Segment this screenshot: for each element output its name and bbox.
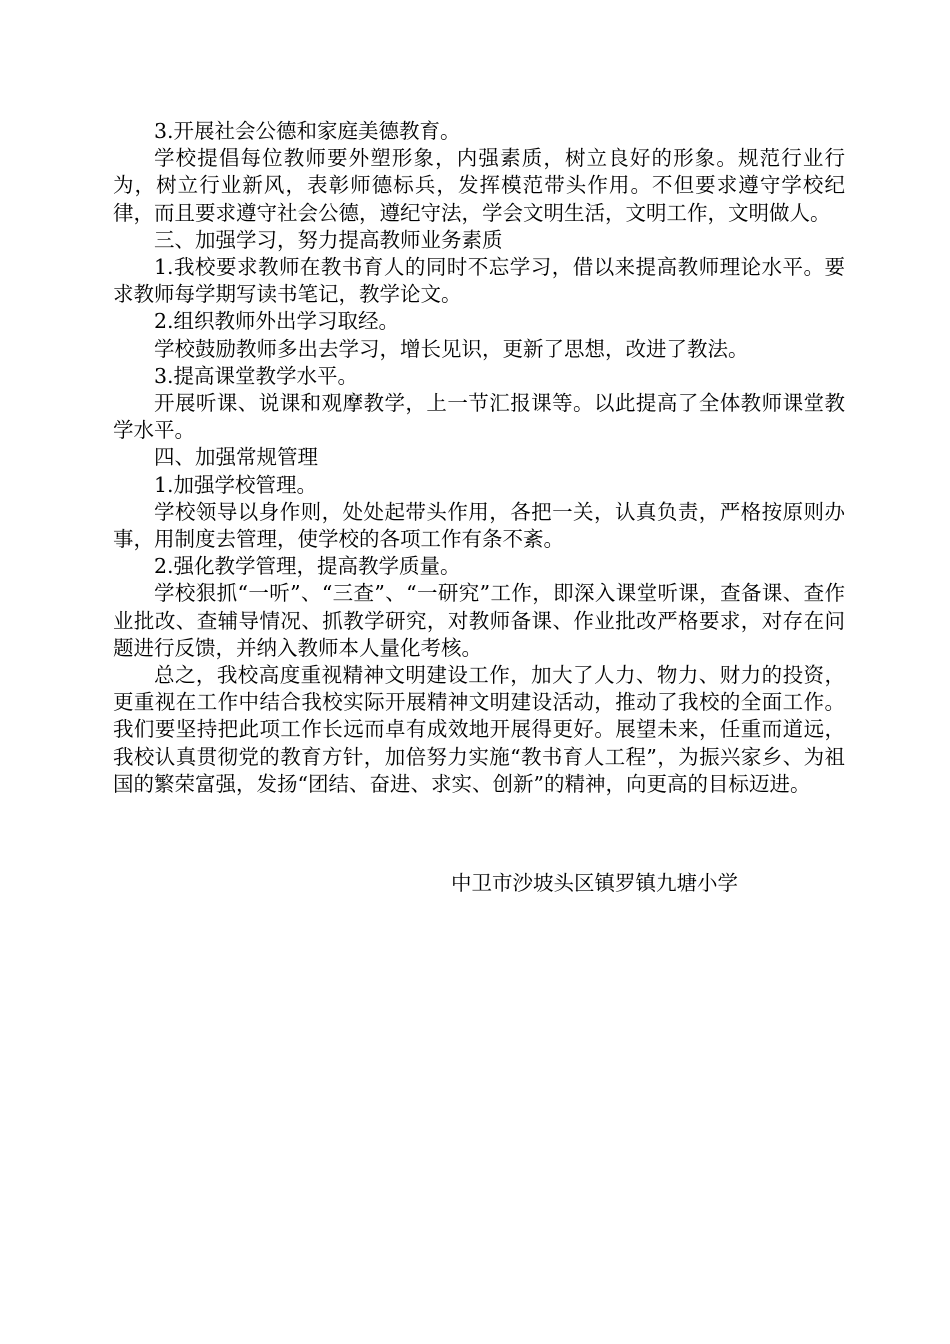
paragraph-11: 学校领导以身作则，处处起带头作用，各把一关，认真负责，严格按原则办事，用制度去管理，使学校的各项工作有条不紊。	[113, 499, 845, 552]
school-signature: 中卫市沙坡头区镇罗镇九塘小学	[451, 871, 738, 895]
section-heading-4: 四、加强常规管理	[154, 445, 318, 470]
paragraph-7: 3.提高课堂教学水平。	[154, 363, 359, 388]
paragraph-13: 学校狠抓“一听”、“三查”、“一研究”工作，即深入课堂听课，查备课、查作业批改、查辅导情况、抓教学研究，对教师备课、作业批改严格要求，对存在问题进行反馈，并纳入教师本人量化考核。	[113, 581, 845, 660]
paragraph-conclusion: 总之，我校高度重视精神文明建设工作，加大了人力、物力、财力的投资，更重视在工作中结合我校实际开展精神文明建设活动，推动了我校的全面工作。我们要坚持把此项工作长远而卓有成效地开展得更好。展望未来，任重而道远，我校认真贯彻党的教育方针，加倍努力实施“教书育人工程”，为振兴家乡、为祖国的繁荣富强，发扬“团结、奋进、求实、创新”的精神，向更高的目标迈进。	[113, 663, 845, 796]
document-body	[113, 118, 845, 798]
paragraph-12: 2.强化教学管理，提高教学质量。	[154, 554, 461, 579]
paragraph-1: 3.开展社会公德和家庭美德教育。	[154, 119, 461, 143]
paragraph-6: 学校鼓励教师多出去学习，增长见识，更新了思想，改进了教法。	[154, 336, 749, 361]
paragraph-5: 2.组织教师外出学习取经。	[154, 309, 400, 334]
paragraph-4: 1.我校要求教师在教书育人的同时不忘学习，借以来提高教师理论水平。要求教师每学期写读书笔记，教学论文。	[113, 255, 845, 307]
paragraph-8: 开展听课、说课和观摩教学，上一节汇报课等。以此提高了全体教师课堂教学水平。	[113, 391, 845, 443]
paragraph-10: 1.加强学校管理。	[154, 472, 318, 497]
section-heading-3: 三、加强学习，努力提高教师业务素质	[154, 227, 503, 252]
paragraph-2: 学校提倡每位教师要外塑形象，内强素质，树立良好的形象。规范行业行为，树立行业新风，表彰师德标兵，发挥模范带头作用。不但要求遵守学校纪律，而且要求遵守社会公德，遵纪守法，学会文明生活，文明工作，文明做人。	[113, 146, 845, 225]
